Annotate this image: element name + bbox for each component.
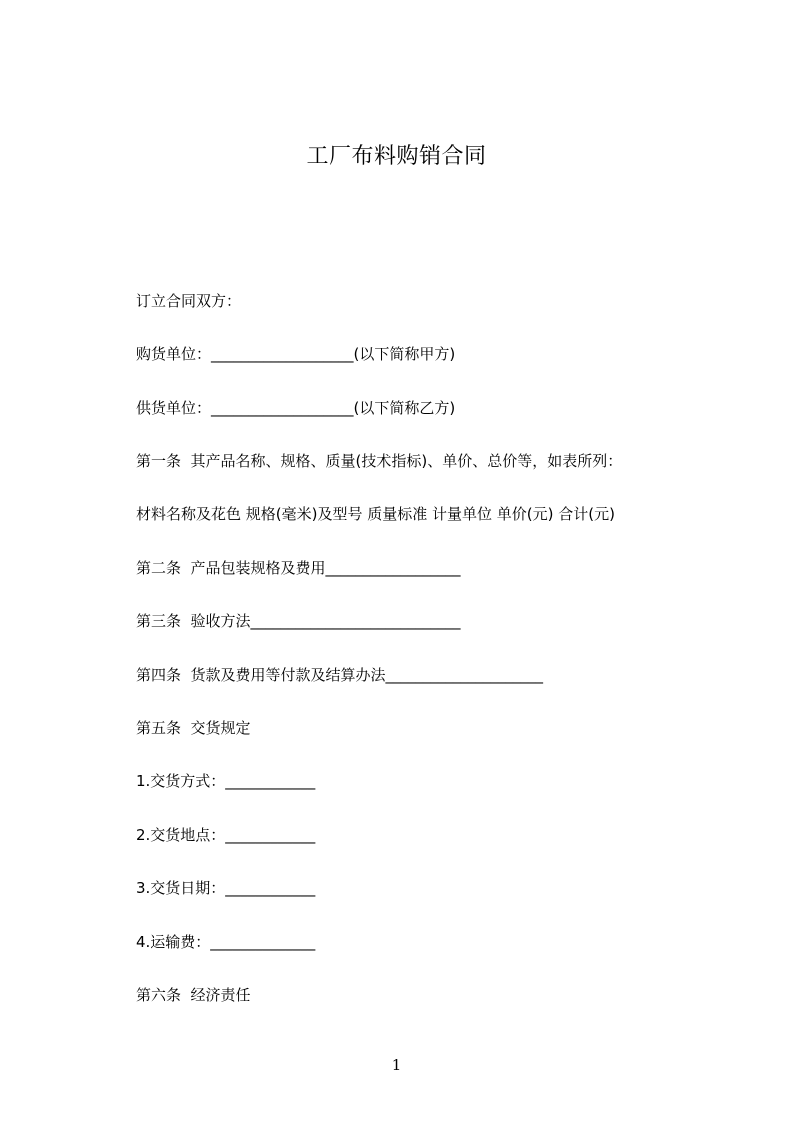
article-6-heading: 第六条 经济责任 <box>136 986 251 1004</box>
delivery-location-line: 2.交货地点：____________ <box>136 826 316 844</box>
buyer-line: 购货单位：___________________(以下简称甲方) <box>136 345 456 363</box>
article-5-heading: 第五条 交货规定 <box>136 719 251 737</box>
article-4-line: 第四条 货款及费用等付款及结算办法_____________________ <box>136 666 544 684</box>
supplier-line: 供货单位：___________________(以下简称乙方) <box>136 399 456 417</box>
product-table-header: 材料名称及花色 规格(毫米)及型号 质量标准 计量单位 单价(元) 合计(元) <box>136 505 615 523</box>
document-title: 工厂布料购销合同 <box>306 144 487 169</box>
article-2-line: 第二条 产品包装规格及费用__________________ <box>136 559 461 577</box>
contract-parties-heading: 订立合同双方： <box>136 292 242 310</box>
article-1-line: 第一条 其产品名称、规格、质量(技术指标)、单价、总价等，如表所列： <box>136 452 623 470</box>
delivery-method-line: 1.交货方式：____________ <box>136 772 316 790</box>
page-number: 1 <box>391 1056 402 1074</box>
article-3-line: 第三条 验收方法____________________________ <box>136 612 461 630</box>
delivery-date-line: 3.交货日期：____________ <box>136 879 316 897</box>
transport-fee-line: 4.运输费：______________ <box>136 933 316 951</box>
